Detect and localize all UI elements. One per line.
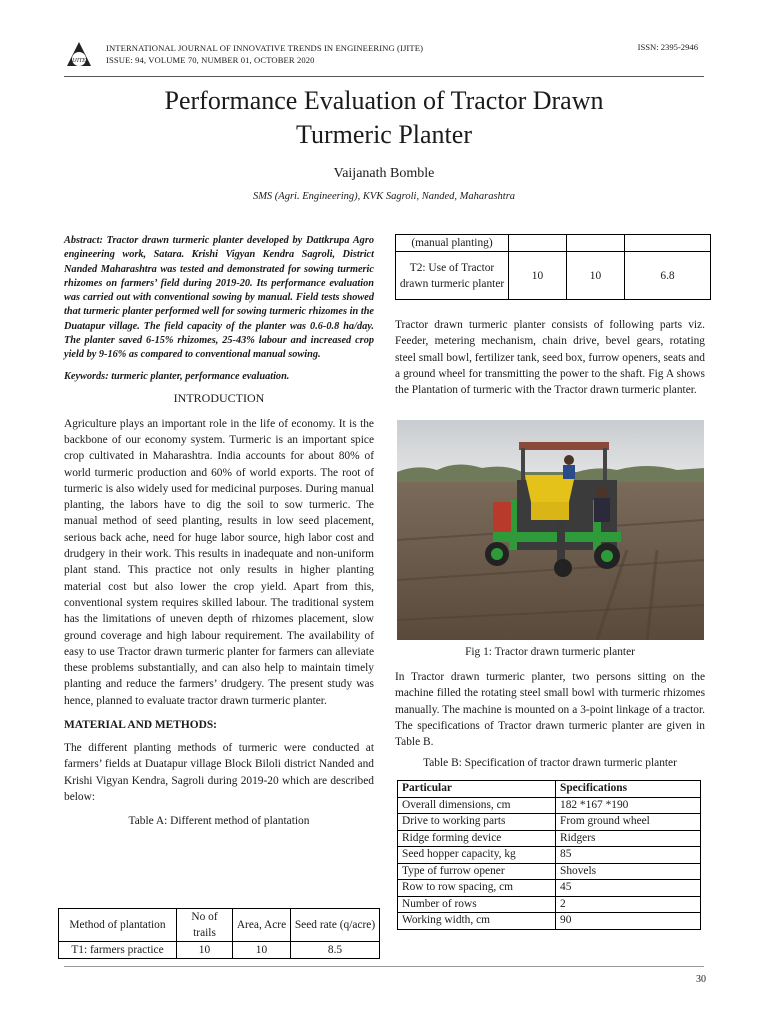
- table-cell: Row to row spacing, cm: [398, 880, 556, 897]
- table-cell: [567, 235, 625, 252]
- journal-logo-icon: [64, 40, 94, 70]
- table-row: [398, 880, 701, 897]
- table-cell: Seed hopper capacity, kg: [398, 847, 556, 864]
- introduction-heading: INTRODUCTION: [173, 390, 265, 405]
- table-cell: 8.5: [291, 942, 380, 959]
- table-row: [398, 863, 701, 880]
- paper-title-line-1: Performance Evaluation of Tractor Drawn: [164, 86, 604, 115]
- author-name: Vaijanath Bomble: [333, 166, 435, 181]
- table-cell: Ridgers: [556, 830, 701, 847]
- author-affiliation: SMS (Agri. Engineering), KVK Sagroli, Nanded, Maharashtra: [252, 191, 516, 202]
- table-a-caption: Table A: Different method of plantation: [128, 815, 310, 828]
- journal-name: INTERNATIONAL JOURNAL OF INNOVATIVE TRENDS IN ENGINEERING (IJITE): [106, 43, 424, 53]
- table-cell: 2: [556, 896, 701, 913]
- table-cell: 6.8: [625, 252, 711, 300]
- table-a-header-cell: Method of plantation: [59, 909, 177, 942]
- methods-heading: MATERIAL AND METHODS:: [64, 719, 217, 732]
- table-cell: [625, 235, 711, 252]
- table-b-header-cell: Particular: [398, 781, 556, 798]
- table-row: [398, 847, 701, 864]
- svg-text:IJITE: IJITE: [72, 58, 86, 64]
- table-row: [398, 913, 701, 930]
- keywords: Keywords: turmeric planter, performance evaluation.: [64, 370, 290, 382]
- issn: ISSN: 2395-2946: [637, 42, 698, 52]
- table-cell: T2: Use of Tractor drawn turmeric planter: [396, 252, 509, 300]
- paper-title: [0, 84, 768, 152]
- table-row: [398, 797, 701, 814]
- page-number: 30: [696, 974, 706, 985]
- figure-caption: Fig 1: Tractor drawn turmeric planter: [465, 646, 635, 658]
- table-a-continued: [395, 234, 711, 300]
- table-b-header-cell: Specifications: [556, 781, 701, 798]
- tractor-planter-photo: [397, 420, 704, 640]
- table-cell: (manual planting): [396, 235, 509, 252]
- table-row: [396, 235, 711, 252]
- table-cell: 45: [556, 880, 701, 897]
- table-row: [396, 252, 711, 300]
- footer-divider: [64, 966, 704, 967]
- table-cell: Working width, cm: [398, 913, 556, 930]
- abstract: Abstract: Tractor drawn turmeric planter developed by Dattkrupa Agro engineering work, Satara. Krishi Vigyan Kendra Sagroli, District Nanded Maharashtra was tested and demonstrated for sowing turmeric rhizomes on farmers’ field during 2019-20. Its performance evaluation was carried out with conventional sowing by manual. Field tests showed that turmeric planter performed well for sowing turmeric rhizomes in the Duatapur village. The field capacity of the planter was 0.6-0.8 ha/day. The planter saved 6-15% rhizomes, 25-43% labour and increased crop yield by 9-16% as compared to conventional manual sowing.: [64, 235, 374, 361]
- table-cell: Drive to working parts: [398, 814, 556, 831]
- table-b-header-row: [398, 781, 701, 798]
- table-b: [397, 780, 701, 930]
- table-a-header-cell: Seed rate (q/acre): [291, 909, 380, 942]
- introduction-text: Agriculture plays an important role in the life of economy. It is the backbone of our economy system. Turmeric is an important spice crop cultivated in Maharashtra. India accounts for about 80% of world turmeric production and 60% of world exports. The root of turmeric is also widely used for medicinal purposes. During manual planting, the labors have to dig the soil to sow turmeric. The manual method of seed planting, results in low seed placement, serious back ache, need for huge labor source, high labor cost and drudgery in their work. This results in inadequate and non-uniform plant stand. This practice not only results in higher planting material cost but also lower the crop yield. Apart from this, conventional system requires skilled labour. The traditional system has the limitations of uneven depth of rhizomes placement, slow ground coverage and high labour requirement. The availability of easy to use Tractor drawn turmeric planter for farmers can alleviate these problems substantially, and can also help to maintain timely planting and reduce the farmers’ drudgery. The present study was hence, planned to evaluate tractor drawn turmeric planter.: [64, 417, 374, 707]
- table-a-header-cell: No of trails: [177, 909, 233, 942]
- table-a-header-row: [59, 909, 380, 942]
- header-divider: [64, 76, 704, 77]
- table-row: [398, 814, 701, 831]
- journal-info: [106, 42, 423, 66]
- table-row: [398, 896, 701, 913]
- table-cell: Shovels: [556, 863, 701, 880]
- table-cell: From ground wheel: [556, 814, 701, 831]
- table-cell: 182 *167 *190: [556, 797, 701, 814]
- left-column: [64, 234, 374, 827]
- methods-text: The different planting methods of turmeric were conducted at farmers’ fields at Duatapur village Block Biloli district Nanded and Krishi Vigyan Kendra, Sagroli during 2019-20 which are described below:: [64, 742, 374, 803]
- journal-issue: ISSUE: 94, VOLUME 70, NUMBER 01, OCTOBER 2020: [106, 55, 315, 65]
- table-cell: Type of furrow opener: [398, 863, 556, 880]
- table-cell: 10: [567, 252, 625, 300]
- table-cell: 10: [509, 252, 567, 300]
- table-cell: [509, 235, 567, 252]
- table-cell: 85: [556, 847, 701, 864]
- table-b-caption: Table B: Specification of tractor drawn turmeric planter: [423, 757, 677, 769]
- table-cell: 10: [177, 942, 233, 959]
- table-row: [398, 830, 701, 847]
- table-cell: Overall dimensions, cm: [398, 797, 556, 814]
- table-cell: 90: [556, 913, 701, 930]
- planter-parts-text: Tractor drawn turmeric planter consists of following parts viz. Feeder, metering mechanism, chain drive, bevel gears, rotating steel small bowl, fertilizer tank, seed box, furrow openers, seats and a ground wheel for transmitting the power to the shaft. Fig A shows the Plantation of turmeric with the Tractor drawn turmeric planter.: [395, 319, 705, 397]
- table-cell: T1: farmers practice: [59, 942, 177, 959]
- table-cell: Number of rows: [398, 896, 556, 913]
- paper-title-line-2: Turmeric Planter: [296, 120, 472, 149]
- table-a: [58, 908, 380, 959]
- table-cell: 10: [233, 942, 291, 959]
- table-a-header-cell: Area, Acre: [233, 909, 291, 942]
- table-cell: Ridge forming device: [398, 830, 556, 847]
- journal-header: [64, 40, 704, 76]
- planter-operation-text: In Tractor drawn turmeric planter, two persons sitting on the machine filled the rotating steel small bowl with turmeric rhizomes manually. The machine is mounted on a 3-point linkage of a tractor. The specifications of Tractor drawn turmeric planter are given in Table B.: [395, 671, 705, 749]
- table-row: [59, 942, 380, 959]
